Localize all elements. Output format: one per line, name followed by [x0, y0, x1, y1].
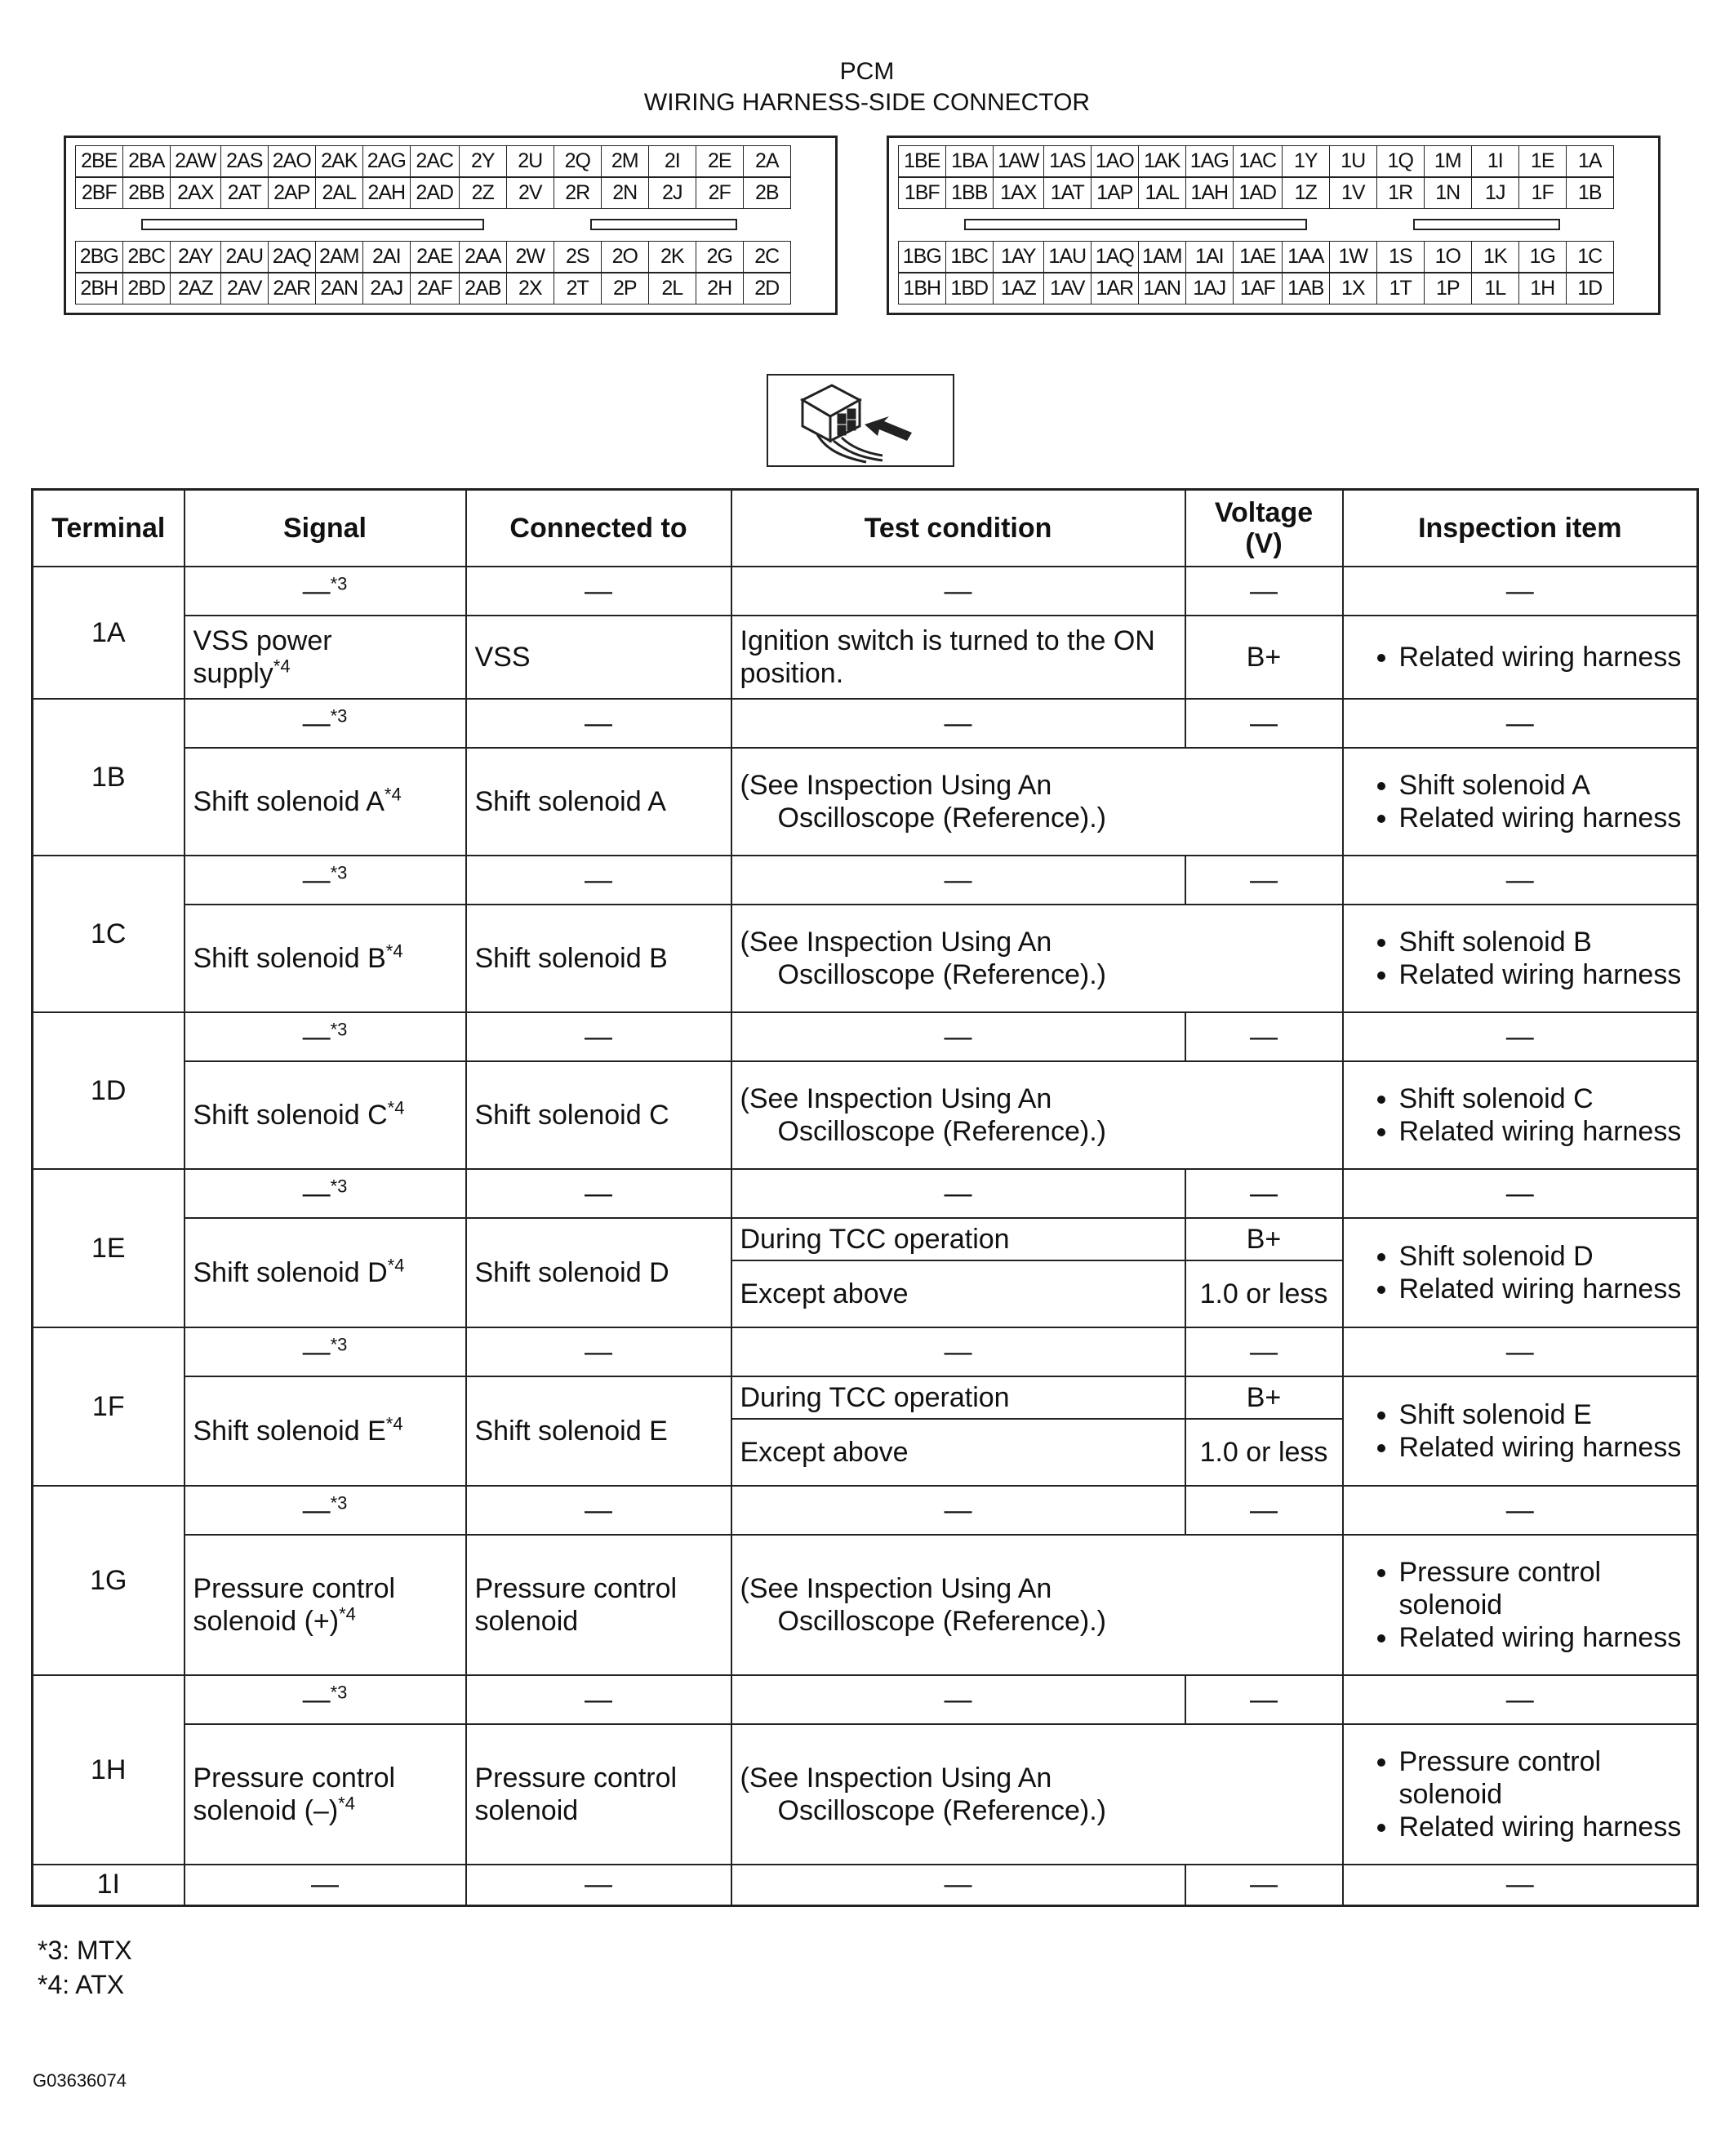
pin-cell: 2BG [75, 241, 124, 273]
pin-cell: 1BH [898, 272, 947, 305]
connected-cell: Shift solenoid C [466, 1061, 731, 1169]
pin-cell: 2AN [315, 272, 364, 305]
pin-cell: 1BG [898, 241, 947, 273]
connected-cell: Shift solenoid B [466, 905, 731, 1012]
table-row [33, 748, 1698, 856]
table-row [33, 1865, 1698, 1905]
pin-cell: 2K [648, 241, 697, 273]
dash-cell: — [731, 1327, 1185, 1376]
pin-cell: 1O [1424, 241, 1473, 273]
dash-cell: — [466, 1012, 731, 1061]
header-inspection-item: Inspection item [1343, 490, 1698, 567]
dash-cell: — [1185, 1865, 1343, 1905]
pin-cell: 2BA [122, 145, 171, 178]
pin-cell: 2AH [362, 176, 411, 209]
dash-cell: — [731, 856, 1185, 905]
condition-cell: (See Inspection Using An Oscilloscope (Reference).) [731, 1535, 1343, 1675]
dash-cell: — [1185, 1169, 1343, 1218]
pin-cell: 1Z [1282, 176, 1331, 209]
pin-cell: 1L [1471, 272, 1520, 305]
terminal-cell: 1A [33, 567, 185, 699]
pin-cell: 2AU [220, 241, 269, 273]
connector-row [76, 178, 825, 210]
pin-cell: 1C [1566, 241, 1615, 273]
connected-cell: VSS [466, 616, 731, 699]
pin-cell: 2AC [410, 145, 460, 178]
terminal-cell: 1G [33, 1486, 185, 1675]
terminal-cell: 1D [33, 1012, 185, 1169]
dash-cell: — [731, 1012, 1185, 1061]
pin-cell: 1AD [1233, 176, 1283, 209]
dash-cell: — [466, 1675, 731, 1724]
pin-cell: 1Y [1282, 145, 1331, 178]
pin-cell: 1AU [1043, 241, 1092, 273]
voltage-cell: 1.0 or less [1185, 1419, 1343, 1486]
connector-right [887, 136, 1661, 315]
pin-cell: 2AM [315, 241, 364, 273]
pin-cell: 1AN [1138, 272, 1187, 305]
pin-cell: 2AB [459, 272, 508, 305]
pin-cell: 2AV [220, 272, 269, 305]
connector-latch-row [899, 209, 1648, 242]
pin-cell: 1V [1329, 176, 1378, 209]
pin-cell: 1BA [945, 145, 994, 178]
pin-cell: 2B [743, 176, 792, 209]
pin-cell: 2Q [554, 145, 602, 178]
terminal-cell: 1B [33, 699, 185, 856]
signal-cell: —$^{*3}$ [185, 1169, 466, 1218]
connected-cell: Pressure control solenoid [466, 1724, 731, 1865]
pin-cell: 2AI [362, 241, 411, 273]
pin-cell: 2X [506, 272, 555, 305]
pin-cell: 2BH [75, 272, 124, 305]
pin-cell: 2W [506, 241, 555, 273]
condition-cell: (See Inspection Using An Oscilloscope (Reference).) [731, 905, 1343, 1012]
dash-cell: — [1343, 1327, 1698, 1376]
pin-cell: 2AR [268, 272, 317, 305]
table-row [33, 1724, 1698, 1865]
pin-cell: 2H [696, 272, 745, 305]
pin-cell: 2AA [459, 241, 508, 273]
dash-cell: — [1185, 1486, 1343, 1535]
dash-cell: — [466, 1327, 731, 1376]
signal-cell: —$^{*3}$ [185, 1327, 466, 1376]
table-row [33, 1012, 1698, 1061]
dash-cell: — [466, 699, 731, 748]
pin-cell: 1BC [945, 241, 994, 273]
pin-cell: 1AK [1138, 145, 1187, 178]
header-voltage: Voltage (V) [1185, 490, 1343, 567]
table-header-row [33, 490, 1698, 567]
pin-cell: 1G [1518, 241, 1567, 273]
connector-latch [964, 219, 1307, 230]
connector-row [899, 178, 1648, 210]
pin-cell: 2E [696, 145, 745, 178]
pin-cell: 2U [506, 145, 555, 178]
pin-cell: 1AM [1138, 241, 1187, 273]
table-row [33, 616, 1698, 699]
inspection-cell: • Shift solenoid E • Related wiring harness [1343, 1376, 1698, 1486]
pin-cell: 2AQ [268, 241, 317, 273]
dash-cell: — [731, 567, 1185, 616]
pin-cell: 1AT [1043, 176, 1092, 209]
footnote-mtx: *3: MTX [38, 1936, 132, 1965]
inspection-cell: • Related wiring harness [1343, 616, 1698, 699]
pin-cell: 2J [648, 176, 697, 209]
pin-cell: 1AZ [993, 272, 1045, 305]
pin-cell: 1AO [1091, 145, 1140, 178]
signal-cell: Pressure control solenoid $(-)^{*4}$ [185, 1724, 466, 1865]
signal-cell: —$^{*3}$ [185, 1012, 466, 1061]
pin-cell: 2BB [122, 176, 171, 209]
table-row [33, 1675, 1698, 1724]
condition-cell: (See Inspection Using An Oscilloscope (Reference).) [731, 1724, 1343, 1865]
pin-cell: 2L [648, 272, 697, 305]
page-title: PCM [839, 58, 895, 85]
pin-cell: 1J [1471, 176, 1520, 209]
pin-cell: 2O [601, 241, 650, 273]
signal-cell: Shift solenoid $D^{*4}$ [185, 1218, 466, 1327]
pin-cell: 1AE [1233, 241, 1283, 273]
connected-cell: Shift solenoid A [466, 748, 731, 856]
pin-cell: 1B [1566, 176, 1615, 209]
voltage-cell: B+ [1185, 1376, 1343, 1419]
inspection-cell: • Shift solenoid B • Related wiring harness [1343, 905, 1698, 1012]
pin-cell: 1AR [1091, 272, 1140, 305]
terminal-table [31, 488, 1699, 1907]
pin-cell: 2AD [410, 176, 460, 209]
inspection-cell: • Shift solenoid C • Related wiring harness [1343, 1061, 1698, 1169]
dash-cell: — [466, 1865, 731, 1905]
dash-cell: — [1185, 699, 1343, 748]
pin-cell: 2AZ [170, 272, 222, 305]
connected-cell: Pressure control solenoid [466, 1535, 731, 1675]
pin-cell: 1AP [1091, 176, 1140, 209]
dash-cell: — [466, 1486, 731, 1535]
pin-cell: 2V [506, 176, 555, 209]
pin-cell: 1T [1376, 272, 1425, 305]
pin-cell: 2AF [410, 272, 460, 305]
pin-cell: 2T [554, 272, 602, 305]
pin-cell: 1AI [1185, 241, 1234, 273]
pin-cell: 1AF [1233, 272, 1283, 305]
dash-cell: — [1343, 856, 1698, 905]
connector-row [76, 146, 825, 178]
pin-cell: 2R [554, 176, 602, 209]
connector-left [64, 136, 838, 315]
dash-cell: — [731, 1169, 1185, 1218]
pin-cell: 1AQ [1091, 241, 1140, 273]
signal-cell: VSS power supply$^{*4}$ [185, 616, 466, 699]
dash-cell: — [466, 1169, 731, 1218]
connected-cell: Shift solenoid E [466, 1376, 731, 1486]
dash-cell: — [1185, 1012, 1343, 1061]
pin-cell: 1S [1376, 241, 1425, 273]
pin-cell: 1BE [898, 145, 947, 178]
pin-cell: 2AK [315, 145, 364, 178]
pin-cell: 1Q [1376, 145, 1425, 178]
terminal-cell: 1F [33, 1327, 185, 1486]
dash-cell: — [1185, 856, 1343, 905]
signal-cell: —$^{*3}$ [185, 1486, 466, 1535]
connector-row [76, 273, 825, 305]
pin-cell: 1P [1424, 272, 1473, 305]
connector-latch [590, 219, 737, 230]
pin-cell: 2BE [75, 145, 124, 178]
signal-cell: Shift solenoid $B^{*4}$ [185, 905, 466, 1012]
connector-latch-row [76, 209, 825, 242]
voltage-cell: 1.0 or less [1185, 1260, 1343, 1327]
table-row [33, 1486, 1698, 1535]
signal-cell: Shift solenoid $A^{*4}$ [185, 748, 466, 856]
signal-cell: Shift solenoid $E^{*4}$ [185, 1376, 466, 1486]
pin-cell: 2AW [170, 145, 222, 178]
pin-cell: 2AT [220, 176, 269, 209]
pin-cell: 2A [743, 145, 792, 178]
header-connected-to: Connected to [466, 490, 731, 567]
pin-cell: 1AW [993, 145, 1045, 178]
pin-cell: 2BF [75, 176, 124, 209]
connector-row [899, 242, 1648, 273]
pin-cell: 2AY [170, 241, 222, 273]
pin-cell: 2N [601, 176, 650, 209]
pin-cell: 2P [601, 272, 650, 305]
terminal-cell: 1C [33, 856, 185, 1012]
signal-cell: Shift solenoid $C^{*4}$ [185, 1061, 466, 1169]
table-row [33, 1218, 1698, 1260]
pin-cell: 1R [1376, 176, 1425, 209]
pin-cell: 1F [1518, 176, 1567, 209]
pin-cell: 2I [648, 145, 697, 178]
pin-cell: 1AL [1138, 176, 1187, 209]
pin-cell: 2G [696, 241, 745, 273]
connector-latch [1413, 219, 1560, 230]
connector-latch [141, 219, 484, 230]
pin-cell: 1W [1329, 241, 1378, 273]
pin-cell: 1BF [898, 176, 947, 209]
pin-cell: 2D [743, 272, 792, 305]
condition-cell: During TCC operation [731, 1218, 1185, 1260]
pin-cell: 2Y [459, 145, 508, 178]
dash-cell: — [731, 699, 1185, 748]
pin-cell: 1I [1471, 145, 1520, 178]
condition-cell: Except above [731, 1419, 1185, 1486]
pin-cell: 1E [1518, 145, 1567, 178]
pin-cell: 1A [1566, 145, 1615, 178]
dash-cell: — [185, 1865, 466, 1905]
condition-cell: During TCC operation [731, 1376, 1185, 1419]
pin-cell: 2AX [170, 176, 222, 209]
dash-cell: — [731, 1865, 1185, 1905]
signal-cell: —$^{*3}$ [185, 699, 466, 748]
pin-cell: 1X [1329, 272, 1378, 305]
pin-cell: 1N [1424, 176, 1473, 209]
inspection-cell: • Pressure control solenoid • Related wiring harness [1343, 1535, 1698, 1675]
table-row [33, 1169, 1698, 1218]
condition-cell: (See Inspection Using An Oscilloscope (Reference).) [731, 1061, 1343, 1169]
dash-cell: — [1185, 1675, 1343, 1724]
pin-cell: 1AV [1043, 272, 1092, 305]
table-row [33, 1376, 1698, 1419]
pin-cell: 1BB [945, 176, 994, 209]
table-row [33, 856, 1698, 905]
inspection-cell: • Shift solenoid A • Related wiring harness [1343, 748, 1698, 856]
inspection-cell: • Shift solenoid D • Related wiring harness [1343, 1218, 1698, 1327]
table-row [33, 1327, 1698, 1376]
dash-cell: — [1343, 567, 1698, 616]
connector-row [899, 146, 1648, 178]
pin-cell: 1U [1329, 145, 1378, 178]
pin-cell: 1AA [1282, 241, 1331, 273]
terminal-cell: 1I [33, 1865, 185, 1905]
signal-cell: —$^{*3}$ [185, 856, 466, 905]
table-row [33, 1061, 1698, 1169]
pin-cell: 2AJ [362, 272, 411, 305]
pin-cell: 2AP [268, 176, 317, 209]
dash-cell: — [1185, 567, 1343, 616]
dash-cell: — [731, 1486, 1185, 1535]
pin-cell: 1D [1566, 272, 1615, 305]
dash-cell: — [1343, 699, 1698, 748]
pin-cell: 1AG [1185, 145, 1234, 178]
pin-cell: 2AL [315, 176, 364, 209]
pin-cell: 1AH [1185, 176, 1234, 209]
dash-cell: — [1343, 1486, 1698, 1535]
pin-cell: 1M [1424, 145, 1473, 178]
pin-cell: 1AY [993, 241, 1045, 273]
condition-cell: (See Inspection Using An Oscilloscope (Reference).) [731, 748, 1343, 856]
pin-cell: 1AJ [1185, 272, 1234, 305]
pin-cell: 2F [696, 176, 745, 209]
voltage-cell: B+ [1185, 616, 1343, 699]
condition-cell: Ignition switch is turned to the ON position. [731, 616, 1185, 699]
dash-cell: — [731, 1675, 1185, 1724]
dash-cell: — [1343, 1675, 1698, 1724]
pin-cell: 1AX [993, 176, 1045, 209]
dash-cell: — [1343, 1865, 1698, 1905]
pin-cell: 1AS [1043, 145, 1092, 178]
pin-cell: 2AO [268, 145, 317, 178]
dash-cell: — [1343, 1012, 1698, 1061]
pin-cell: 2M [601, 145, 650, 178]
pin-cell: 1H [1518, 272, 1567, 305]
condition-cell: Except above [731, 1260, 1185, 1327]
inspection-cell: • Pressure control solenoid • Related wiring harness [1343, 1724, 1698, 1865]
table-row [33, 567, 1698, 616]
dash-cell: — [466, 856, 731, 905]
pin-cell: 2C [743, 241, 792, 273]
pin-cell: 2Z [459, 176, 508, 209]
terminal-cell: 1H [33, 1675, 185, 1865]
header-test-condition: Test condition [731, 490, 1185, 567]
dash-cell: — [466, 567, 731, 616]
signal-cell: —$^{*3}$ [185, 1675, 466, 1724]
connector-row [899, 273, 1648, 305]
pin-cell: 1AC [1233, 145, 1283, 178]
pin-cell: 1AB [1282, 272, 1331, 305]
connected-cell: Shift solenoid D [466, 1218, 731, 1327]
footnote-atx: *4: ATX [38, 1970, 125, 1999]
pin-cell: 2S [554, 241, 602, 273]
signal-cell: —$^{*3}$ [185, 567, 466, 616]
pin-cell: 1BD [945, 272, 994, 305]
terminal-cell: 1E [33, 1169, 185, 1327]
pin-cell: 2BC [122, 241, 171, 273]
connector-row [76, 242, 825, 273]
table-row [33, 699, 1698, 748]
table-row [33, 905, 1698, 1012]
signal-cell: Pressure control solenoid $(+)^{*4}$ [185, 1535, 466, 1675]
harness-side-connector-icon [767, 374, 954, 467]
dash-cell: — [1185, 1327, 1343, 1376]
pin-cell: 2BD [122, 272, 171, 305]
page-subtitle: WIRING HARNESS-SIDE CONNECTOR [643, 89, 1091, 116]
header-terminal: Terminal [33, 490, 185, 567]
header-signal: Signal [185, 490, 466, 567]
pin-cell: 1K [1471, 241, 1520, 273]
table-row [33, 1535, 1698, 1675]
pin-cell: 2AE [410, 241, 460, 273]
figure-code: G03636074 [33, 2070, 127, 2091]
dash-cell: — [1343, 1169, 1698, 1218]
voltage-cell: B+ [1185, 1218, 1343, 1260]
pin-cell: 2AS [220, 145, 269, 178]
pin-cell: 2AG [362, 145, 411, 178]
